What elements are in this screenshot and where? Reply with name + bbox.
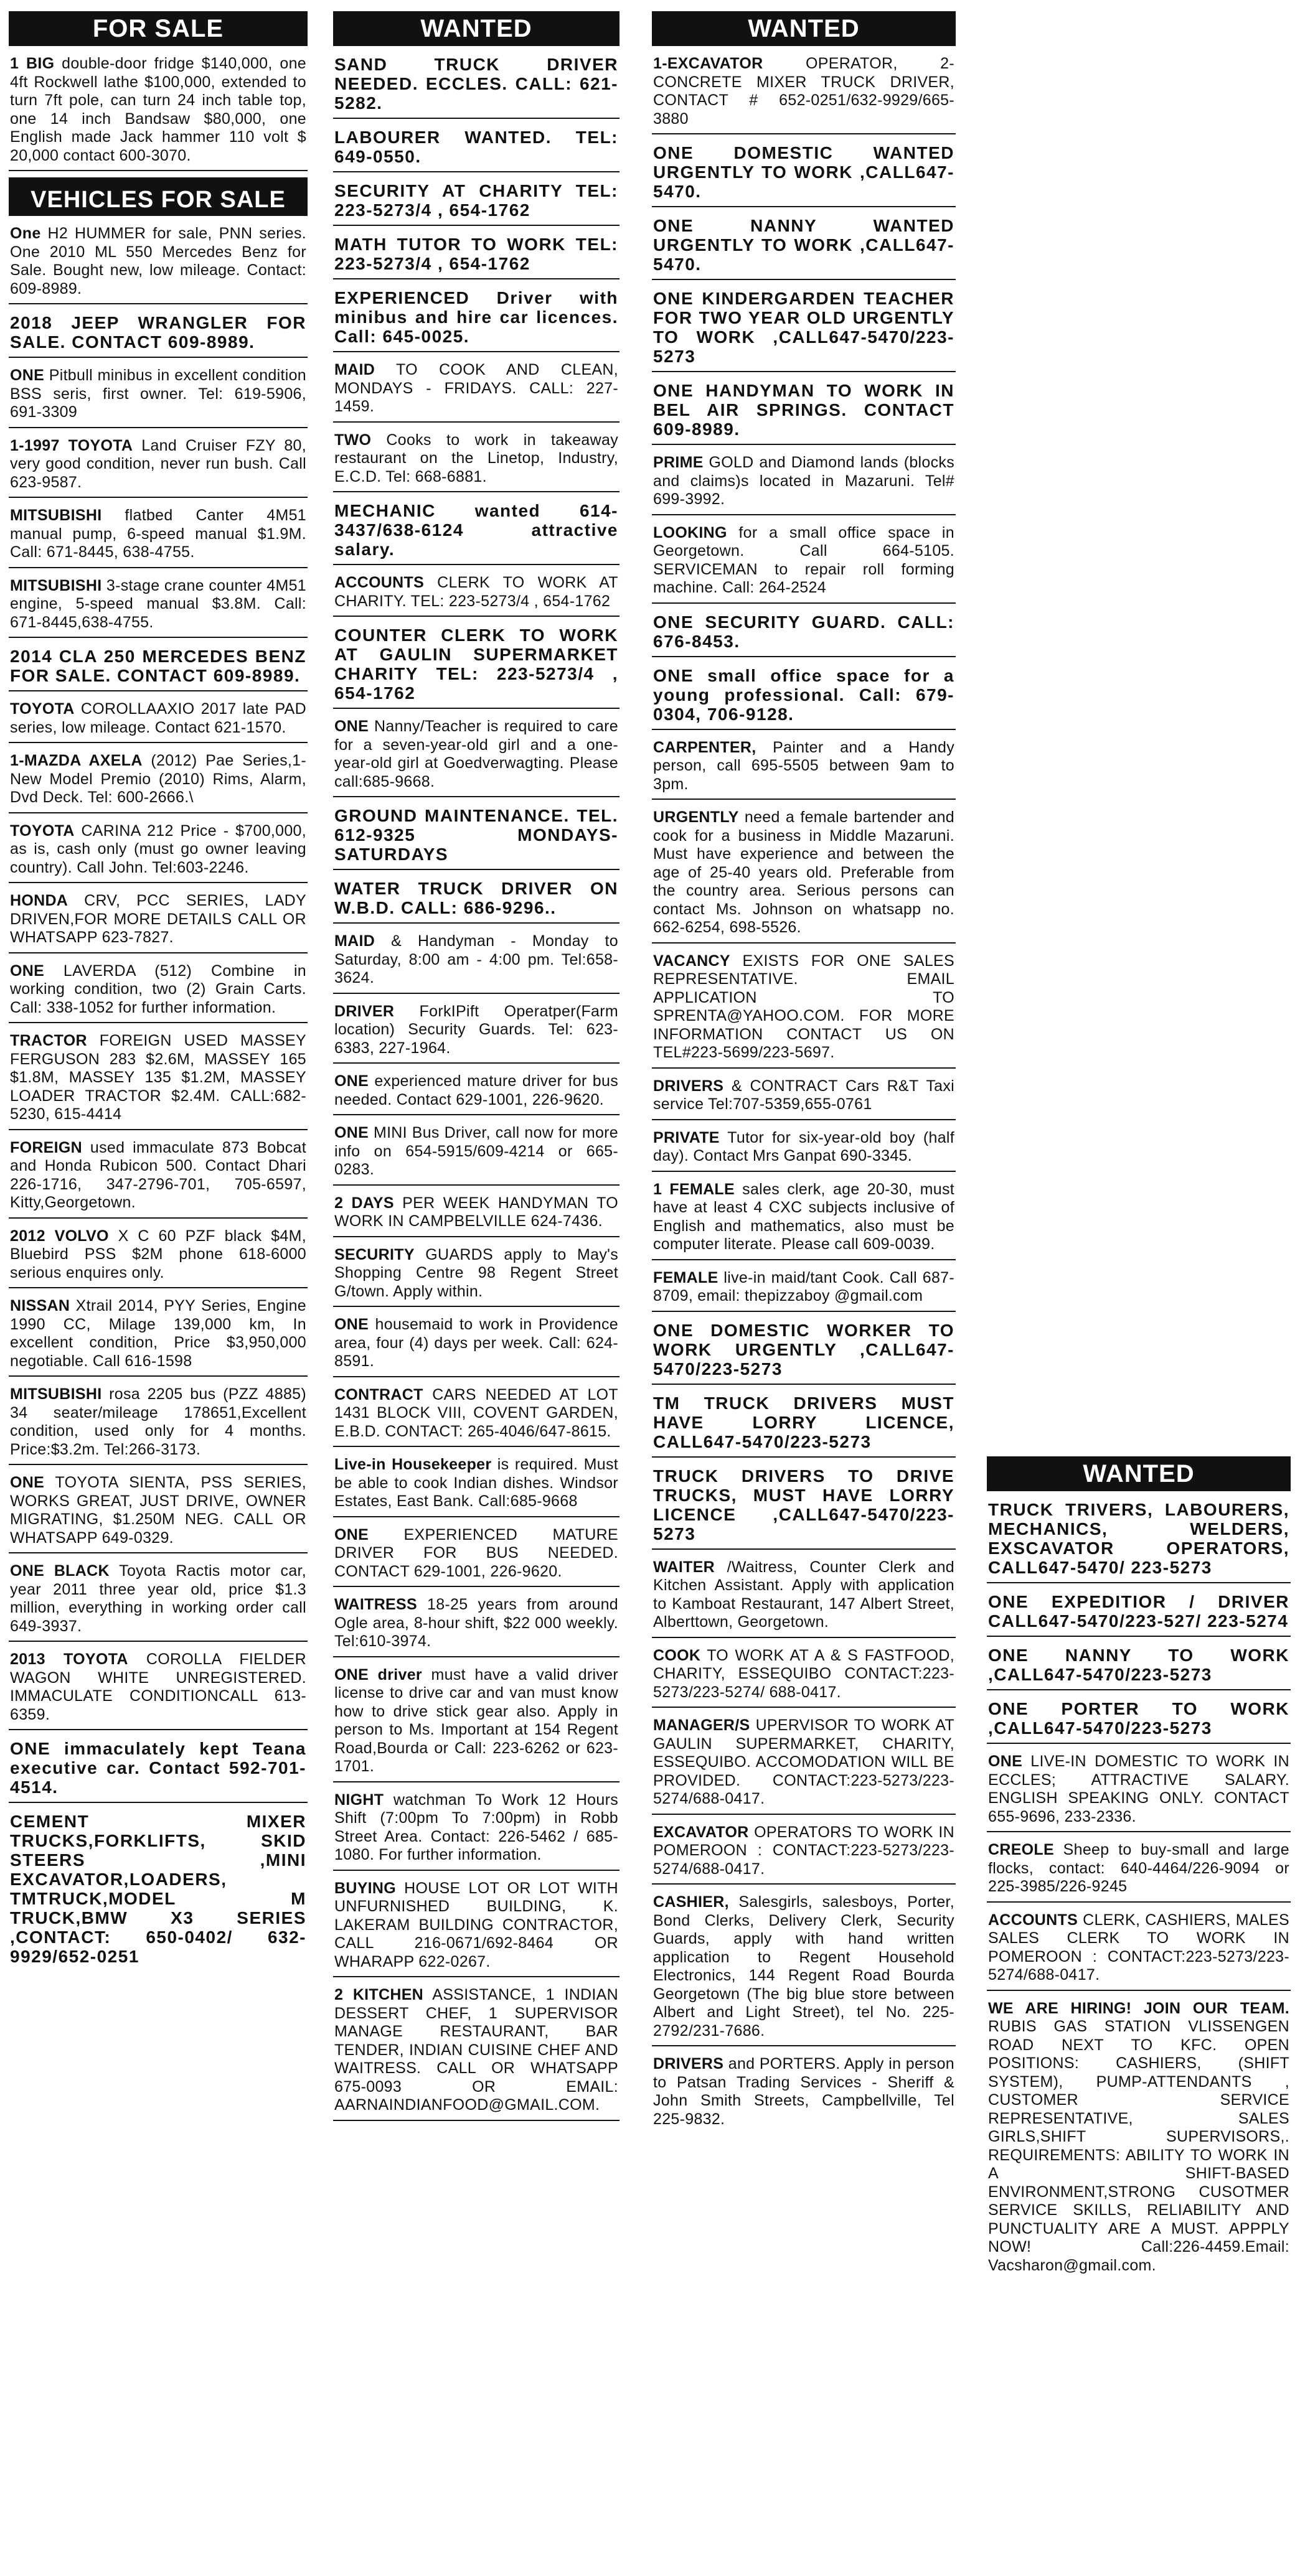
classified-ad: [652, 2053, 956, 2133]
ad-body: used immaculate 873 Bobcat and Honda Rubicon 500. Contact Dhari 226-1716, 347-2796-701, 705-6597, Kitty,Georgetown.: [10, 1138, 307, 1211]
ad-lead: 2013 TOYOTA: [10, 1651, 128, 1668]
classified-ad: [333, 1593, 619, 1657]
classified-ad: [9, 960, 308, 1024]
ad-lead: ONE: [334, 718, 369, 735]
ad-lead: ONE: [334, 1525, 369, 1543]
ad-lead: ONE NANNY TO WORK ,CALL647-5470/223-5273: [988, 1646, 1289, 1684]
classified-ad: [9, 1029, 308, 1130]
classified-ad: [652, 1391, 956, 1458]
ad-lead: PRIVATE: [653, 1128, 720, 1146]
ad-lead: 2 DAYS: [334, 1194, 394, 1212]
ad-lead: 2012 VOLVO: [10, 1227, 109, 1245]
ad-body: is required. Must be able to cook Indian dishes. Windsor Estates, East Bank. Call:685-9668: [334, 1456, 618, 1510]
ad-lead: ONE immaculately kept Teana executive car. Contact 592-701-4514.: [10, 1739, 306, 1797]
ad-body: EXPERIENCED MATURE DRIVER FOR BUS NEEDED. CONTACT 629-1001, 226-9620.: [334, 1525, 618, 1580]
ad-body: need a female bartender and cook for a business in Middle Mazaruni. Must have experience and between the age of 25-40 years old. Preferable from the country area. Serious persons can contact Ms. Johnson on whatsapp no. 662-6254, 698-5526.: [653, 808, 955, 936]
ad-lead: NIGHT: [334, 1791, 384, 1809]
ad-body: live-in maid/tant Cook. Call 687-8709, email: thepizzaboy @gmail.com: [653, 1268, 954, 1304]
ad-body: X C 60 PZF black $4M, Bluebird PSS $2M phone 618-6000 serious enquires only.: [10, 1227, 306, 1281]
ad-lead: ONE HANDYMAN TO WORK IN BEL AIR SPRINGS. CONTACT 609-8989.: [653, 381, 954, 439]
ad-lead: GROUND MAINTENANCE. TEL. 612-9325 MONDAYS-SATURDAYS: [334, 806, 618, 864]
ad-body: for a small office space in Georgetown. Call 664-5105. SERVICEMAN to repair roll forming machine. Call: 264-2524: [653, 523, 954, 596]
ad-lead: ONE PORTER TO WORK ,CALL647-5470/223-5273: [988, 1699, 1289, 1738]
ad-body: double-door fridge $140,000, one 4ft Rockwell lathe $100,000, extended to turn 7ft pole, can turn 24 inch table top, one 14 inch Bandsaw $80,000, one English made Jack hammer 110 volt $ 20,000 contact 600-3070.: [10, 55, 307, 164]
ad-lead: 1 FEMALE: [653, 1180, 735, 1198]
ad-lead: ONE EXPEDITIOR / DRIVER CALL647-5470/223-527/ 223-5274: [988, 1592, 1289, 1631]
classified-ad: [333, 803, 619, 870]
ad-body: Pitbull minibus in excellent condition BSS seris, first owner. Tel: 619-5906, 691-3309: [10, 367, 306, 421]
classified-ad: [333, 1789, 619, 1871]
ad-body: PER WEEK HANDYMAN TO WORK IN CAMPBELVILLE 624-7436.: [334, 1194, 618, 1230]
ad-lead: Live-in Housekeeper: [334, 1456, 492, 1473]
ad-lead: ONE: [10, 1474, 45, 1491]
ad-lead: MATH TUTOR TO WORK TEL: 223-5273/4 , 654-1762: [334, 235, 618, 273]
classified-ad: [652, 52, 956, 134]
ad-lead: WAITER: [653, 1558, 715, 1576]
classified-ad: [9, 698, 308, 743]
ad-body: OPERATOR, 2- CONCRETE MIXER TRUCK DRIVER, CONTACT # 652-0251/632-9929/665-3880: [653, 55, 954, 128]
column-header: FOR SALE: [9, 11, 308, 46]
classified-ad: [987, 1497, 1291, 1583]
ad-body: RUBIS GAS STATION VLISSENGEN ROAD NEXT TO KFC. OPEN POSITIONS: CASHIERS, (SHIFT SYSTEM), PUMP-ATTENDANTS , CUSTOMER SERVICE REPRESENTATIVE, SALES GIRLS,SHIFT SUPERVISORS,. REQUIREMENTS: ABILITY TO WORK IN A SHIFT-BASED ENVIRONMENT,STRONG CUSOTMER SERVICE SKILLS, RELIABILITY AND PUNCTUALITY ARE A MUST. APPPLY NOW! Call:226-4459.Email: Vacsharon@gmail.com.: [988, 2018, 1289, 2274]
ad-lead: CARPENTER,: [653, 738, 756, 756]
classified-ad: [9, 1383, 308, 1465]
ad-lead: 1 BIG: [10, 55, 55, 72]
classified-ad: [652, 610, 956, 657]
wanted-column-3: [987, 1456, 1291, 2286]
ad-body: HOUSE LOT OR LOT WITH UNFURNISHED BUILDING, K. LAKERAM BUILDING CONTRACTOR, CALL 216-0671/692-8464 OR WHARAPP 622-0267.: [334, 1879, 618, 1970]
classified-ad: [9, 364, 308, 428]
ad-body: sales clerk, age 20-30, must have at least 4 CXC subjects inclusive of English and mathematics, also must be computer literate. Please call 609-0039.: [653, 1180, 954, 1253]
classified-ad: [333, 286, 619, 352]
ad-lead: SECURITY AT CHARITY TEL: 223-5273/4 , 654-1762: [334, 181, 618, 220]
classified-ad: [9, 889, 308, 953]
ad-lead: 2018 JEEP WRANGLER FOR SALE. CONTACT 609-8989.: [10, 313, 306, 352]
classified-ad: [987, 1697, 1291, 1744]
ad-lead: ONE driver: [334, 1665, 422, 1684]
classified-ad: [333, 429, 619, 493]
ad-lead: ONE: [10, 367, 45, 384]
classified-ad: [333, 1070, 619, 1115]
column-header: WANTED: [652, 11, 956, 46]
ad-lead: MITSUBISHI: [10, 1385, 102, 1403]
ad-body: MINI Bus Driver, call now for more info on 654-5915/609-4214 or 665-0283.: [334, 1124, 619, 1178]
classified-ad: [652, 378, 956, 445]
ad-lead: ONE: [334, 1072, 369, 1090]
classified-ad: [9, 1648, 308, 1730]
ad-lead: MAID: [334, 932, 375, 950]
ad-lead: TWO: [334, 431, 372, 449]
ad-lead: NISSAN: [10, 1297, 70, 1314]
ad-lead: MITSUBISHI: [10, 576, 102, 594]
classified-ad: [9, 574, 308, 639]
ad-lead: COUNTER CLERK TO WORK AT GAULIN SUPERMARKET CHARITY TEL: 223-5273/4 , 654-1762: [334, 625, 618, 703]
classified-ad: [652, 1821, 956, 1885]
classified-ad: [333, 125, 619, 172]
ad-lead: COOK: [653, 1646, 701, 1664]
ad-body: and PORTERS. Apply in person to Patsan Trading Services - Sheriff & John Smith Streets, Campbellville, Tel 225-9832.: [653, 2055, 955, 2128]
classified-ad: [333, 1984, 619, 2121]
ad-body: Toyota Ractis motor car, year 2011 three year old, price $1.3 million, everything in working order call 649-3937.: [10, 1562, 307, 1635]
classified-ad: [333, 930, 619, 994]
ad-lead: TOYOTA: [10, 822, 75, 840]
ad-body: housemaid to work in Providence area, four (4) days per week. Call: 624-8591.: [334, 1316, 618, 1370]
ad-body: Nanny/Teacher is required to care for a seven-year-old girl and a one-year-old girl at Goedverwagting. Please call:685-9668.: [334, 718, 618, 790]
ad-lead: MITSUBISHI: [10, 507, 102, 524]
ad-lead: DRIVERS: [653, 2055, 724, 2073]
ad-lead: ONE: [334, 1124, 369, 1141]
classified-ad: [333, 1244, 619, 1308]
ad-body: TO WORK AT A & S FASTFOOD, CHARITY, ESSEQUIBO CONTACT:223-5273/223-5274/ 688-0417.: [653, 1646, 954, 1701]
ad-body: Salesgirls, salesboys, Porter, Bond Clerks, Delivery Clerk, Security Guards, apply with hand written application to Regent Household Electronics, 144 Regent Road Bourda Georgetown (The big blue store between Albert and Light Street), tel No. 225-2792/231-7686.: [653, 1893, 954, 2040]
ad-lead: ONE DOMESTIC WORKER TO WORK URGENTLY ,CALL647-5470/223-5273: [653, 1320, 954, 1379]
ad-lead: MANAGER/S: [653, 1717, 750, 1734]
ad-body: Cooks to work in takeaway restaurant on the Linetop, Industry, E.C.D. Tel: 668-6881.: [334, 431, 618, 485]
classified-ad: [9, 1736, 308, 1803]
column-header: WANTED: [333, 11, 619, 46]
ad-lead: PRIME: [653, 454, 704, 471]
ad-lead: LOOKING: [653, 523, 727, 541]
classified-ad: [9, 820, 308, 884]
ad-body: COROLLAAXIO 2017 late PAD series, low mileage. Contact 621-1570.: [10, 700, 306, 736]
ad-body: GUARDS apply to May's Shopping Centre 98 Regent Street G/town. Apply within.: [334, 1245, 619, 1300]
classified-ad: [333, 1000, 619, 1064]
ad-lead: BUYING: [334, 1879, 397, 1897]
ad-lead: ONE: [334, 1316, 369, 1333]
ad-lead: TM TRUCK DRIVERS MUST HAVE LORRY LICENCE, CALL647-5470/223-5273: [653, 1393, 954, 1451]
classified-ad: [987, 1643, 1291, 1690]
classified-ad: [987, 1838, 1291, 1903]
ad-body: CLERK TO WORK AT CHARITY. TEL: 223-5273/4 , 654-1762: [334, 574, 618, 610]
ad-body: Painter and a Handy person, call 695-5505 between 9am to 3pm.: [653, 738, 954, 793]
ad-lead: MECHANIC wanted 614-3437/638-6124 attractive salary.: [334, 501, 618, 559]
classified-ad: [652, 1714, 956, 1815]
classified-ad: [652, 522, 956, 604]
classified-ad: [333, 571, 619, 617]
ad-lead: ONE SECURITY GUARD. CALL: 676-8453.: [653, 612, 954, 651]
ad-lead: URGENTLY: [653, 808, 739, 826]
classified-ad: [333, 1877, 619, 1978]
ad-body: flatbed Canter 4M51 manual pump, 6-speed manual $1.9M. Call: 671-8445, 638-4755.: [10, 507, 306, 561]
classified-ad: [333, 715, 619, 797]
classified-ad: [333, 1192, 619, 1237]
ad-body: COROLLA FIELDER WAGON WHITE UNREGISTERED. IMMACULATE CONDITIONCALL 613-6359.: [10, 1651, 306, 1723]
classified-ad: [333, 358, 619, 423]
ad-lead: TOYOTA: [10, 700, 75, 718]
classified-ad: [9, 1560, 308, 1642]
ad-body: TOYOTA SIENTA, PSS SERIES, WORKS GREAT, JUST DRIVE, OWNER MIGRATING, $1.250M NEG. CALL OR WHATSAPP 649-0329.: [10, 1474, 307, 1547]
ad-lead: ACCOUNTS: [988, 1911, 1078, 1929]
ad-lead: LABOURER WANTED. TEL: 649-0550.: [334, 128, 618, 166]
classified-ad: [652, 736, 956, 800]
ad-lead: ACCOUNTS: [334, 574, 425, 591]
classified-ad: [987, 1750, 1291, 1832]
classified-ad: [9, 52, 308, 171]
ad-lead: One: [10, 225, 41, 242]
ad-body: must have a valid driver license to drive car and van must know how to drive stick gear also. Apply in person to Ms. Important at 154 Regent Road,Bourda or Call: 223-6262 or 623-1701.: [334, 1665, 619, 1775]
classified-ad: [987, 1997, 1291, 2280]
ad-body: (2012) Pae Series,1- New Model Premio (2010) Rims, Alarm, Dvd Deck. Tel: 600-2666.\: [10, 752, 306, 806]
ad-lead: HONDA: [10, 892, 68, 909]
classified-ad: [333, 876, 619, 924]
classified-ad: [333, 179, 619, 226]
ad-body: Sheep to buy-small and large flocks, contact: 640-4464/226-9094 or 225-3985/226-9245: [988, 1841, 1289, 1895]
classified-ad: [652, 806, 956, 944]
classified-ad: [333, 52, 619, 119]
ad-body: Tutor for six-year-old boy (half day). Contact Mrs Ganpat 690-3345.: [653, 1128, 955, 1164]
ad-lead: SAND TRUCK DRIVER NEEDED. ECCLES. CALL: 621-5282.: [334, 55, 618, 113]
ad-lead: CREOLE: [988, 1841, 1054, 1858]
ad-body: Xtrail 2014, PYY Series, Engine 1990 CC, Milage 139,000 km, In excellent condition, Price $3,950,000 negotiable. Call 616-1598: [10, 1297, 307, 1370]
ad-body: /Waitress, Counter Clerk and Kitchen Assistant. Apply with application to Kamboat Restaurant, 147 Albert Street, Alberttown, Georgetown.: [653, 1558, 955, 1631]
ad-lead: 1-MAZDA AXELA: [10, 752, 143, 769]
classified-ad: [652, 1126, 956, 1172]
ad-body: TO COOK AND CLEAN, MONDAYS - FRIDAYS. CALL: 227-1459.: [334, 361, 619, 415]
ad-lead: CONTRACT: [334, 1385, 423, 1403]
ad-lead: EXPERIENCED Driver with minibus and hire car licences. Call: 645-0025.: [334, 288, 618, 346]
classified-ad: [333, 1384, 619, 1448]
ad-body: watchman To Work 12 Hours Shift (7:00pm To 7:00pm) in Robb Street Area. Contact: 226-5462 / 685-1080. For further information.: [334, 1791, 619, 1863]
ad-lead: 1-1997 TOYOTA: [10, 436, 133, 454]
ad-lead: DRIVERS: [653, 1077, 724, 1095]
ad-body: H2 HUMMER for sale, PNN series. One 2010 ML 550 Mercedes Benz for Sale. Bought new, low mileage. Contact: 609-8989.: [10, 225, 307, 297]
classified-ad: [333, 1122, 619, 1186]
classified-ad: [652, 1075, 956, 1120]
ad-body: GOLD and Diamond lands (blocks and claims)s located in Mazaruni. Tel# 699-3992.: [653, 454, 954, 508]
ad-lead: ONE: [10, 962, 45, 980]
ad-lead: 2 KITCHEN: [334, 1986, 424, 2003]
ad-body: Land Cruiser FZY 80, very good condition, never run bush. Call 623-9587.: [10, 436, 306, 491]
classified-ad: [652, 286, 956, 372]
ad-body: CRV, PCC SERIES, LADY DRIVEN,FOR MORE DETAILS CALL OR WHATSAPP 623-7827.: [10, 892, 307, 946]
classified-ad: [652, 451, 956, 515]
ad-lead: ONE KINDERGARDEN TEACHER FOR TWO YEAR OLD URGENTLY TO WORK ,CALL647-5470/223-5273: [653, 289, 954, 366]
ad-body: EXISTS FOR ONE SALES REPRESENTATIVE. EMAIL APPLICATION TO SPRENTA@YAHOO.COM. FOR MORE INFORMATION CONTACT US ON TEL#223-5699/223-5697.: [653, 952, 954, 1061]
classified-ad: [652, 1891, 956, 2046]
ad-lead: DRIVER: [334, 1002, 395, 1020]
section-header: VEHICLES FOR SALE: [9, 177, 308, 216]
ad-lead: 2014 CLA 250 MERCEDES BENZ FOR SALE. CONTACT 609-8989.: [10, 647, 306, 685]
ad-body: UPERVISOR TO WORK AT GAULIN SUPERMARKET, CHARITY, ESSEQUIBO. ACCOMODATION WILL BE PROVIDED. CONTACT:223-5273/223-5274/688-0417.: [653, 1717, 954, 1807]
ad-lead: WE ARE HIRING! JOIN OUR TEAM.: [988, 1999, 1289, 2017]
classified-ad: [9, 504, 308, 568]
ad-lead: TRUCK DRIVERS TO DRIVE TRUCKS, MUST HAVE LORRY LICENCE ,CALL647-5470/223-5273: [653, 1466, 954, 1543]
classified-ad: [987, 1909, 1291, 1991]
classified-ad: [9, 1136, 308, 1219]
ad-lead: FOREIGN: [10, 1138, 82, 1156]
ad-body: rosa 2205 bus (PZZ 4885) 34 seater/mileage 178651,Excellent condition, used only for 4 months. Price:$3.2m. Tel:266-3173.: [10, 1385, 306, 1458]
ad-lead: MAID: [334, 361, 375, 378]
ad-body: 18-25 years from around Ogle area, 8-hour shift, $22 000 weekly. Tel:610-3974.: [334, 1596, 618, 1650]
classified-ad: [333, 232, 619, 279]
classified-ad: [333, 1524, 619, 1588]
classified-ad: [9, 749, 308, 813]
ad-body: experienced mature driver for bus needed. Contact 629-1001, 226-9620.: [334, 1072, 618, 1108]
ad-body: & CONTRACT Cars R&T Taxi service Tel:707-5359,655-0761: [653, 1077, 954, 1113]
classified-ad: [9, 1471, 308, 1553]
classified-ad: [652, 1267, 956, 1312]
ad-body: ASSISTANCE, 1 INDIAN DESSERT CHEF, 1 SUPERVISOR MANAGE RESTAURANT, BAR TENDER, INDIAN CUISINE CHEF AND WAITRESS. CALL OR WHATSAPP 675-0093 OR EMAIL: AARNAINDIANFOOD@GMAIL.COM.: [334, 1986, 618, 2114]
classified-ad: [9, 434, 308, 499]
ad-lead: 1-EXCAVATOR: [653, 55, 763, 72]
ad-body: & Handyman - Monday to Saturday, 8:00 am - 4:00 pm. Tel:658-3624.: [334, 932, 618, 986]
ad-lead: EXCAVATOR: [653, 1823, 749, 1841]
classified-ad: [652, 1318, 956, 1385]
wanted-column-1: [333, 11, 619, 2127]
ad-body: CLERK, CASHIERS, MALES SALES CLERK TO WORK IN POMEROON : CONTACT:223-5273/223-5274/688-0417.: [988, 1911, 1289, 1984]
ad-lead: ONE small office space for a young professional. Call: 679-0304, 706-9128.: [653, 665, 954, 724]
ad-lead: FEMALE: [653, 1268, 718, 1286]
classified-ad: [333, 1313, 619, 1377]
classified-ad: [9, 222, 308, 304]
ad-lead: TRACTOR: [10, 1032, 87, 1049]
ad-lead: ONE BLACK: [10, 1562, 110, 1580]
ad-body: FOREIGN USED MASSEY FERGUSON 283 $2.6M, MASSEY 165 $1.8M, MASSEY 135 $1.2M, MASSEY LOADER TRACTOR $2.4M. CALL:682-5230, 615-4414: [10, 1032, 307, 1123]
ad-lead: ONE NANNY WANTED URGENTLY TO WORK ,CALL647-5470.: [653, 216, 954, 274]
classified-ad: [333, 499, 619, 565]
ad-lead: VACANCY: [653, 952, 730, 970]
classified-ad: [652, 1644, 956, 1708]
ad-body: OPERATORS TO WORK IN POMEROON : CONTACT:223-5273/223-5274/688-0417.: [653, 1823, 954, 1878]
ad-lead: ONE DOMESTIC WANTED URGENTLY TO WORK ,CALL647-5470.: [653, 143, 954, 201]
classified-ad: [652, 663, 956, 730]
ad-lead: CEMENT MIXER TRUCKS,FORKLIFTS, SKID STEERS ,MINI EXCAVATOR,LOADERS, TMTRUCK,MODEL M TRUCK,BMW X3 SERIES ,CONTACT: 650-0402/ 632-9929/652-0251: [10, 1812, 306, 1966]
ad-lead: TRUCK TRIVERS, LABOURERS, MECHANICS, WELDERS, EXSCAVATOR OPERATORS, CALL647-5470/ 223-5273: [988, 1500, 1289, 1577]
classified-ad: [9, 311, 308, 358]
column-header: WANTED: [987, 1456, 1291, 1491]
ad-body: CARINA 212 Price - $700,000, as is, cash only (must go owner leaving country). Call John. Tel:603-2246.: [10, 822, 306, 876]
ad-body: 3-stage crane counter 4M51 engine, 5-speed manual $3.8M. Call: 671-8445,638-4755.: [10, 576, 306, 631]
classified-ad: [9, 1809, 308, 1971]
ad-body: CARS NEEDED AT LOT 1431 BLOCK VIII, COVENT GARDEN, E.B.D. CONTACT: 265-4046/647-8615.: [334, 1385, 618, 1440]
classified-ad: [987, 1590, 1291, 1637]
classified-ad: [652, 1556, 956, 1638]
ad-lead: WATER TRUCK DRIVER ON W.B.D. CALL: 686-9296..: [334, 879, 618, 917]
wanted-column-2: [652, 11, 956, 2140]
classified-ad: [333, 623, 619, 709]
ad-lead: SECURITY: [334, 1245, 415, 1263]
classified-ad: [333, 1453, 619, 1517]
classified-ad: [652, 141, 956, 207]
ad-lead: CASHIER,: [653, 1893, 729, 1911]
ad-lead: ONE: [988, 1753, 1023, 1770]
classified-ad: [652, 950, 956, 1069]
for-sale-column: [9, 11, 308, 1977]
classified-ad: [333, 1664, 619, 1782]
ad-lead: WAITRESS: [334, 1596, 417, 1613]
classified-ad: [652, 213, 956, 280]
classified-ad: [652, 1178, 956, 1260]
ad-body: ForkIPift Operatper(Farm location) Security Guards. Tel: 623-6383, 227-1964.: [334, 1002, 618, 1057]
ad-body: LAVERDA (512) Combine in working condition, two (2) Grain Carts. Call: 338-1052 for further information.: [10, 962, 306, 1016]
classified-ad: [652, 1464, 956, 1550]
ad-body: LIVE-IN DOMESTIC TO WORK IN ECCLES; ATTRACTIVE SALARY. ENGLISH SPEAKING ONLY. CONTACT 655-9696, 233-2336.: [988, 1753, 1289, 1825]
classified-ad: [9, 1225, 308, 1289]
classified-ad: [9, 644, 308, 691]
classified-ad: [9, 1295, 308, 1377]
